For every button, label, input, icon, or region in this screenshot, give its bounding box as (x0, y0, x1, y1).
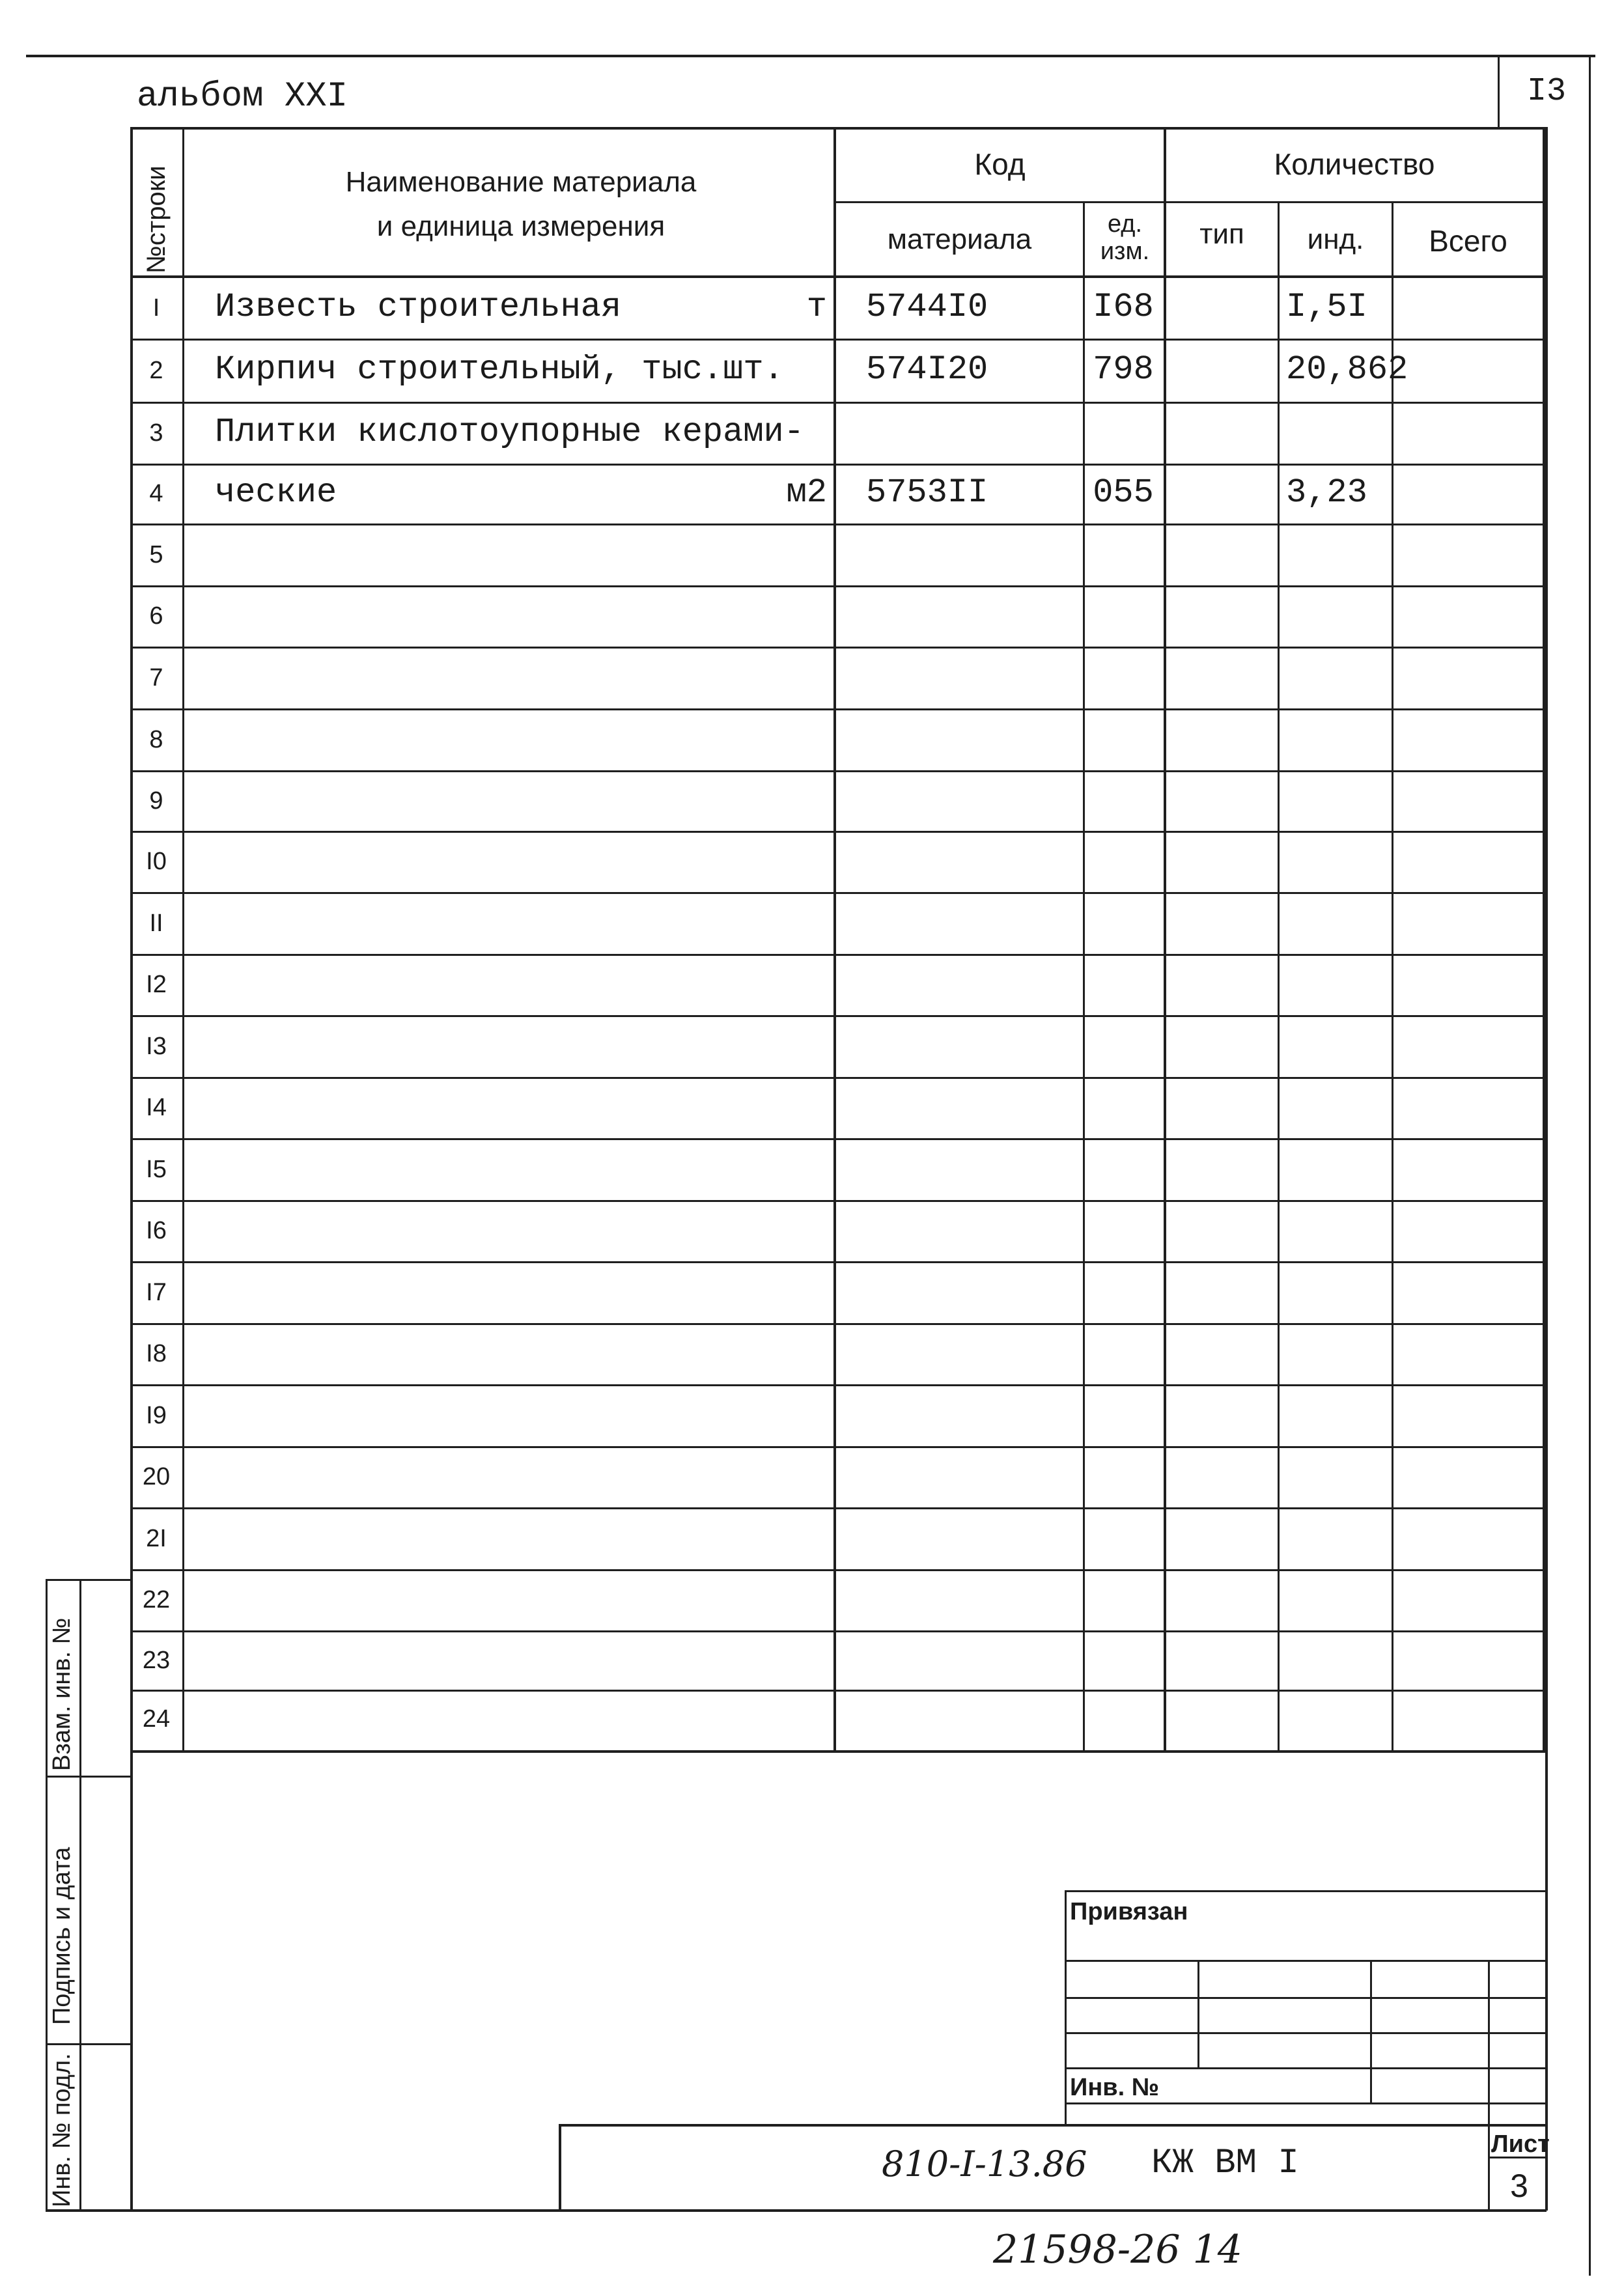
page-number-box-right (1589, 55, 1591, 128)
row-unit-code: 055 (1093, 473, 1154, 512)
row-number: 22 (142, 1586, 171, 1613)
row-material-name: ческие (215, 473, 337, 512)
table-row (130, 833, 1545, 894)
side-block-left-line (46, 1579, 48, 2211)
row-unit-name: м2 (786, 473, 827, 512)
row-number: 9 (149, 787, 163, 815)
col-name-header-line2: и единица измерения (376, 210, 665, 242)
stamp-sheet-number: 3 (1510, 2168, 1528, 2204)
row-number: 5 (149, 540, 163, 568)
table-row (130, 279, 1545, 341)
row-number: I5 (146, 1155, 167, 1183)
row-material-code: 5753II (866, 473, 988, 512)
col-ind-header: инд. (1307, 223, 1364, 255)
col-material-header: материала (887, 223, 1032, 255)
table-row (130, 1140, 1545, 1202)
table-row (130, 341, 1545, 404)
side-block-inner-line (79, 1579, 81, 2211)
row-number: 7 (149, 663, 163, 691)
table-row (130, 1202, 1545, 1263)
row-unit-code: I68 (1093, 287, 1154, 326)
stamp-sheet-label: Лист (1491, 2130, 1550, 2158)
frame-far-right-line (1589, 127, 1591, 2276)
row-number: I3 (146, 1032, 167, 1060)
table-row (130, 466, 1545, 525)
row-material-name: Кирпич строительный, тыс.шт. (215, 350, 784, 389)
row-number: II (149, 909, 163, 937)
table-row (130, 1448, 1545, 1509)
stamp-main-block (559, 2124, 1550, 2211)
table-row (130, 1692, 1545, 1750)
stamp-doc-code: 810-I-13.86 (882, 2143, 1087, 2185)
table-row (130, 404, 1545, 466)
table-row (130, 956, 1545, 1017)
col-row-no-header: №строки (142, 165, 171, 273)
row-ind: I,5I (1286, 287, 1367, 326)
quantity-group-header: Количество (1274, 147, 1435, 181)
table-row (130, 710, 1545, 772)
row-number: 6 (149, 602, 163, 630)
row-material-code: 574I20 (866, 350, 988, 389)
code-group-header: Код (974, 147, 1026, 181)
table-row (130, 1079, 1545, 1140)
col-total-header: Всего (1429, 224, 1507, 258)
row-ind: 20,862 (1286, 350, 1408, 389)
col-unit-header: ед. изм. (1100, 210, 1150, 265)
row-number: 8 (149, 725, 163, 753)
table-row (130, 1325, 1545, 1386)
col-type-header: тип (1199, 218, 1244, 250)
materials-table (130, 127, 1545, 1753)
frame-top-line (26, 55, 1595, 57)
side-label-podpis: Подпись и дата (48, 1847, 76, 2025)
table-row (130, 525, 1545, 587)
row-number: I0 (146, 848, 167, 875)
row-number: 4 (149, 480, 163, 507)
row-number: I2 (146, 971, 167, 998)
table-row (130, 1571, 1545, 1632)
row-unit-name: т (806, 287, 827, 326)
stamp-privyazan-block (1065, 1890, 1547, 2126)
footer-archive-number: 21598-26 14 (993, 2227, 1242, 2272)
side-label-vzam: Взам. инв. № (48, 1617, 76, 1771)
row-unit-code: 798 (1093, 350, 1154, 389)
album-title: альбом XXI (137, 77, 348, 117)
row-number: I (152, 294, 160, 322)
row-number: I4 (146, 1094, 167, 1121)
row-number: 2 (149, 356, 163, 384)
row-number: 3 (149, 419, 163, 447)
row-material-name: Известь строительная (215, 287, 622, 326)
row-material-code: 5744I0 (866, 287, 988, 326)
row-number: I8 (146, 1340, 167, 1367)
row-number: 23 (142, 1646, 171, 1674)
side-label-inv-podl: Инв. № подл. (48, 2053, 76, 2207)
table-row (130, 1509, 1545, 1571)
table-row (130, 1017, 1545, 1079)
table-row (130, 1386, 1545, 1448)
row-number: 24 (142, 1705, 171, 1733)
table-row (130, 1632, 1545, 1692)
table-row (130, 894, 1545, 956)
row-number: I7 (146, 1278, 167, 1306)
row-number: I9 (146, 1401, 167, 1429)
col-name-header-line1: Наименование материала (345, 166, 697, 198)
side-block-sep2 (46, 2043, 130, 2045)
table-row (130, 587, 1545, 649)
row-number: 2I (146, 1524, 167, 1552)
row-material-name: Плитки кислотоупорные керами- (215, 412, 804, 451)
row-number: I6 (146, 1217, 167, 1244)
stamp-inv-no-label: Инв. № (1070, 2074, 1160, 2101)
row-ind: 3,23 (1286, 473, 1367, 512)
side-block-sep1 (46, 1776, 130, 1778)
side-block-top (46, 1579, 130, 1581)
table-row (130, 649, 1545, 710)
page-number-box-left (1498, 55, 1500, 128)
stamp-privyazan-label: Привязан (1070, 1898, 1188, 1925)
page-number: I3 (1526, 73, 1566, 110)
table-row (130, 772, 1545, 833)
table-row (130, 1263, 1545, 1325)
row-number: 20 (142, 1463, 171, 1490)
stamp-doc-mark: КЖ ВМ I (1151, 2143, 1299, 2183)
